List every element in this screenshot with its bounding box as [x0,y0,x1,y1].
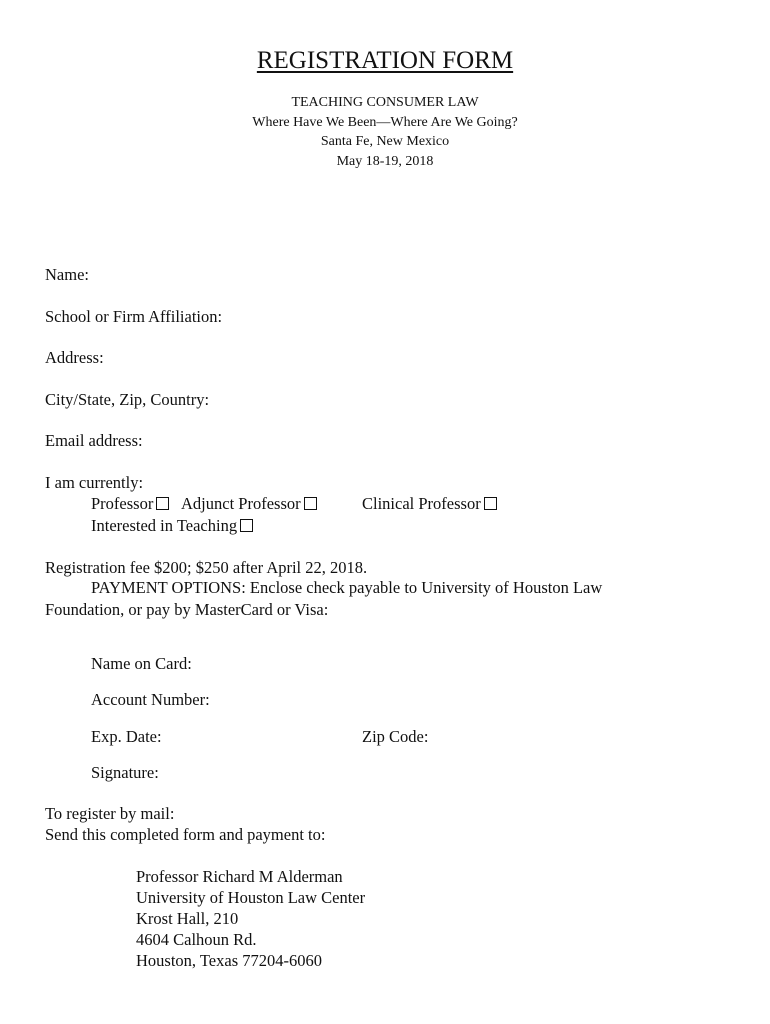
address-field-label: Address: [45,348,104,367]
card-name-label: Name on Card: [91,654,192,673]
form-title: REGISTRATION FORM [256,47,514,74]
option-interested-label: Interested in Teaching [91,516,238,535]
clinical-checkbox[interactable] [484,497,497,510]
mail-address-line: Professor Richard M Alderman [136,867,343,886]
interested-checkbox[interactable] [240,519,253,532]
adjunct-checkbox[interactable] [304,497,317,510]
mail-address-line: University of Houston Law Center [136,888,366,907]
city-field-label: City/State, Zip, Country: [45,390,210,409]
mail-heading: To register by mail: [45,804,175,823]
conference-subtitle: Where Have We Been—Where Are We Going? [252,115,518,130]
option-professor-label: Professor [91,494,154,513]
payment-options-continued: Foundation, or pay by MasterCard or Visa: [45,600,329,619]
option-interested[interactable] [91,516,253,536]
professor-checkbox[interactable] [156,497,169,510]
option-clinical-label: Clinical Professor [362,494,481,513]
exp-date-label: Exp. Date: [91,727,162,746]
option-adjunct[interactable] [181,494,317,514]
status-label: I am currently: [45,473,144,492]
option-clinical[interactable] [362,494,497,514]
fee-text: Registration fee $200; $250 after April 22, 2018. [45,558,368,577]
conference-dates: May 18-19, 2018 [336,154,434,169]
option-adjunct-label: Adjunct Professor [181,494,301,513]
affiliation-field-label: School or Firm Affiliation: [45,307,223,326]
signature-label: Signature: [91,763,159,782]
option-professor[interactable] [91,494,169,514]
payment-options-text: PAYMENT OPTIONS: Enclose check payable to University of Houston Law [91,578,603,597]
account-number-label: Account Number: [91,690,210,709]
conference-location: Santa Fe, New Mexico [320,134,450,149]
name-field-label: Name: [45,265,89,284]
mail-address-line: Krost Hall, 210 [136,909,239,928]
conference-name: TEACHING CONSUMER LAW [291,95,479,110]
mail-address-line: 4604 Calhoun Rd. [136,930,257,949]
mail-address-line: Houston, Texas 77204-6060 [136,951,322,970]
zip-code-label: Zip Code: [362,727,429,746]
mail-instructions: Send this completed form and payment to: [45,825,326,844]
email-field-label: Email address: [45,431,143,450]
